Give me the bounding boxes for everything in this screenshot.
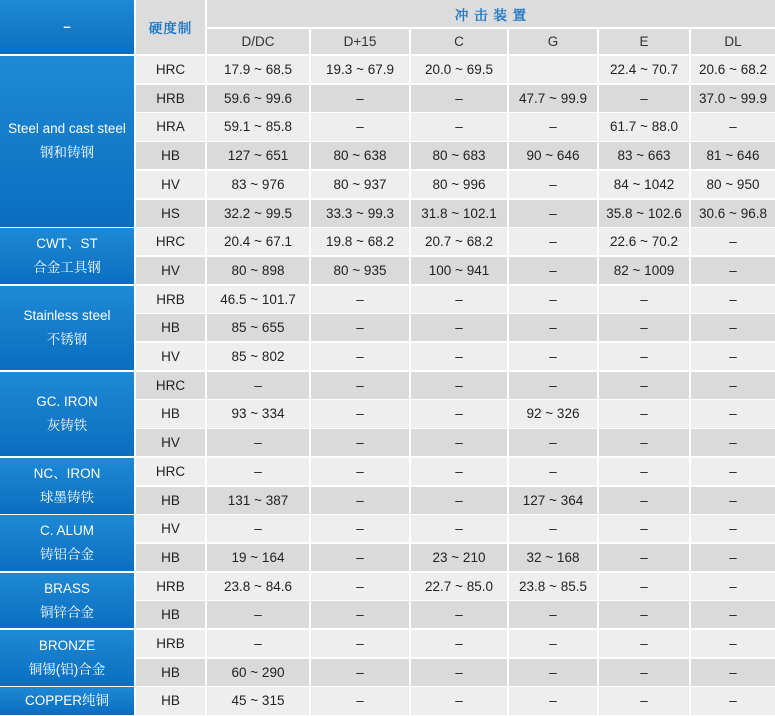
range-cell: 32.2 ~ 99.5 — [207, 200, 309, 227]
hardness-scale-header — [136, 0, 205, 54]
range-cell: – — [691, 601, 775, 628]
range-cell: 19.8 ~ 68.2 — [311, 228, 409, 255]
range-cell: – — [411, 687, 507, 714]
range-cell: 92 ~ 326 — [509, 400, 597, 427]
range-cell: – — [691, 458, 775, 485]
range-cell — [509, 56, 597, 83]
range-cell: – — [691, 544, 775, 571]
range-cell: – — [311, 573, 409, 600]
range-cell: – — [599, 515, 689, 542]
range-cell: 20.4 ~ 67.1 — [207, 228, 309, 255]
range-cell: – — [311, 544, 409, 571]
range-cell: – — [311, 372, 409, 399]
material-name-zh: 铸铝合金 — [40, 547, 94, 563]
range-cell: 127 ~ 364 — [509, 487, 597, 514]
range-cell: – — [691, 113, 775, 140]
range-cell: – — [691, 372, 775, 399]
range-cell: 100 ~ 941 — [411, 257, 507, 284]
device-column-header: DL — [691, 29, 775, 54]
range-cell: – — [691, 400, 775, 427]
impact-device-header — [207, 0, 775, 27]
hardness-scale-cell: HV — [136, 257, 205, 284]
range-cell: 80 ~ 683 — [411, 142, 507, 169]
range-cell: 84 ~ 1042 — [599, 171, 689, 198]
range-cell: – — [599, 286, 689, 313]
material-group-label — [0, 228, 134, 284]
range-cell: 45 ~ 315 — [207, 687, 309, 714]
range-cell: 23.8 ~ 85.5 — [509, 573, 597, 600]
range-cell: 61.7 ~ 88.0 — [599, 113, 689, 140]
range-cell: – — [509, 343, 597, 370]
range-cell: – — [411, 286, 507, 313]
range-cell: 85 ~ 802 — [207, 343, 309, 370]
hardness-scale-cell: HB — [136, 687, 205, 714]
range-cell: 23.8 ~ 84.6 — [207, 573, 309, 600]
range-cell: 19.3 ~ 67.9 — [311, 56, 409, 83]
range-cell: 20.7 ~ 68.2 — [411, 228, 507, 255]
material-name-en: NC、IRON — [33, 465, 101, 481]
range-cell: – — [509, 314, 597, 341]
hardness-scale-cell: HV — [136, 171, 205, 198]
range-cell: – — [411, 314, 507, 341]
range-cell: 22.6 ~ 70.2 — [599, 228, 689, 255]
device-column-header: G — [509, 29, 597, 54]
range-cell: – — [599, 544, 689, 571]
range-cell: 20.0 ~ 69.5 — [411, 56, 507, 83]
range-cell: – — [411, 429, 507, 456]
range-cell: – — [599, 372, 689, 399]
range-cell: – — [411, 400, 507, 427]
range-cell: – — [311, 113, 409, 140]
range-cell: 23 ~ 210 — [411, 544, 507, 571]
material-name-en: COPPER纯铜 — [24, 692, 109, 708]
range-cell: – — [207, 601, 309, 628]
material-name-en: BRONZE — [38, 637, 96, 653]
range-cell: – — [691, 228, 775, 255]
range-cell: – — [509, 601, 597, 628]
range-cell: 30.6 ~ 96.8 — [691, 200, 775, 227]
range-cell: – — [691, 429, 775, 456]
range-cell: – — [599, 343, 689, 370]
range-cell: – — [207, 515, 309, 542]
range-cell: – — [411, 630, 507, 657]
range-cell: 31.8 ~ 102.1 — [411, 200, 507, 227]
range-cell: – — [411, 487, 507, 514]
range-cell: – — [599, 458, 689, 485]
range-cell: 59.6 ~ 99.6 — [207, 85, 309, 112]
material-group-label — [0, 372, 134, 457]
range-cell: – — [691, 286, 775, 313]
range-cell: 33.3 ~ 99.3 — [311, 200, 409, 227]
range-cell: 17.9 ~ 68.5 — [207, 56, 309, 83]
range-cell: – — [411, 515, 507, 542]
hardness-scale-cell: HRC — [136, 372, 205, 399]
range-cell: – — [599, 659, 689, 686]
range-cell: – — [311, 659, 409, 686]
material-name-zh: 钢和铸钢 — [40, 145, 94, 161]
range-cell: – — [509, 659, 597, 686]
range-cell: 32 ~ 168 — [509, 544, 597, 571]
range-cell: – — [311, 458, 409, 485]
hardness-scale-cell: HB — [136, 314, 205, 341]
range-cell: – — [599, 601, 689, 628]
range-cell: – — [509, 429, 597, 456]
hardness-scale-cell: HB — [136, 544, 205, 571]
range-cell: 35.8 ~ 102.6 — [599, 200, 689, 227]
range-cell: 80 ~ 996 — [411, 171, 507, 198]
range-cell: 19 ~ 164 — [207, 544, 309, 571]
range-cell: – — [207, 429, 309, 456]
range-cell: 80 ~ 950 — [691, 171, 775, 198]
material-name-zh: 不锈钢 — [46, 331, 88, 347]
hardness-scale-cell: HB — [136, 400, 205, 427]
material-name-en: C. ALUM — [39, 523, 94, 539]
range-cell: – — [599, 429, 689, 456]
range-cell: – — [411, 601, 507, 628]
range-cell: – — [691, 630, 775, 657]
range-cell: – — [411, 458, 507, 485]
range-cell: – — [599, 687, 689, 714]
material-group-label — [0, 56, 134, 227]
device-column-header: E — [599, 29, 689, 54]
range-cell: – — [509, 257, 597, 284]
material-name-en: Steel and cast steel — [8, 121, 126, 137]
material-name-en: Stainless steel — [23, 307, 111, 323]
hardness-scale-cell: HB — [136, 601, 205, 628]
hardness-scale-cell: HB — [136, 487, 205, 514]
material-group-label — [0, 515, 134, 571]
hardness-scale-cell: HRA — [136, 113, 205, 140]
range-cell: – — [691, 659, 775, 686]
material-name-en: CWT、ST — [36, 236, 98, 252]
hardness-scale-cell: HRB — [136, 286, 205, 313]
range-cell: – — [207, 458, 309, 485]
range-cell: 20.6 ~ 68.2 — [691, 56, 775, 83]
range-cell: 22.4 ~ 70.7 — [599, 56, 689, 83]
range-cell: – — [311, 85, 409, 112]
range-cell: 80 ~ 898 — [207, 257, 309, 284]
material-name-zh: 铜锡(铝)合金 — [28, 661, 106, 677]
hardness-scale-cell: HB — [136, 659, 205, 686]
range-cell: – — [599, 630, 689, 657]
range-cell: – — [691, 257, 775, 284]
range-cell: – — [691, 515, 775, 542]
range-cell: – — [599, 400, 689, 427]
hardness-scale-header-label: 硬度制 — [148, 21, 193, 36]
hardness-scale-cell: HRB — [136, 630, 205, 657]
range-cell: – — [311, 630, 409, 657]
range-cell: 90 ~ 646 — [509, 142, 597, 169]
range-cell: – — [411, 85, 507, 112]
range-cell: 80 ~ 937 — [311, 171, 409, 198]
material-group-label — [0, 687, 134, 714]
material-group-label — [0, 458, 134, 514]
range-cell: – — [311, 343, 409, 370]
hardness-scale-cell: HV — [136, 429, 205, 456]
range-cell: 83 ~ 976 — [207, 171, 309, 198]
material-name-zh: 合金工具钢 — [33, 260, 101, 276]
range-cell: 60 ~ 290 — [207, 659, 309, 686]
range-cell: – — [509, 515, 597, 542]
device-column-header: D+15 — [311, 29, 409, 54]
range-cell: 80 ~ 935 — [311, 257, 409, 284]
material-name-zh: 铜锌合金 — [40, 604, 94, 620]
range-cell: 81 ~ 646 — [691, 142, 775, 169]
range-cell: 47.7 ~ 99.9 — [509, 85, 597, 112]
range-cell: – — [691, 487, 775, 514]
range-cell: – — [311, 515, 409, 542]
range-cell: 46.5 ~ 101.7 — [207, 286, 309, 313]
range-cell: 127 ~ 651 — [207, 142, 309, 169]
hardness-scale-cell: HB — [136, 142, 205, 169]
range-cell: – — [509, 228, 597, 255]
range-cell: – — [509, 458, 597, 485]
range-cell: 82 ~ 1009 — [599, 257, 689, 284]
range-cell: – — [311, 601, 409, 628]
range-cell: 85 ~ 655 — [207, 314, 309, 341]
range-cell: 22.7 ~ 85.0 — [411, 573, 507, 600]
range-cell: – — [311, 400, 409, 427]
range-cell: – — [691, 687, 775, 714]
range-cell: – — [509, 171, 597, 198]
hardness-scale-cell: HRC — [136, 228, 205, 255]
hardness-scale-cell: HV — [136, 515, 205, 542]
impact-device-header-label: 冲 击 装 置 — [454, 7, 528, 23]
range-cell: – — [411, 113, 507, 140]
material-name-zh: 灰铸铁 — [46, 417, 88, 433]
material-group-label — [0, 573, 134, 629]
range-cell: 37.0 ~ 99.9 — [691, 85, 775, 112]
hardness-scale-cell: HS — [136, 200, 205, 227]
range-cell: 83 ~ 663 — [599, 142, 689, 169]
hardness-scale-cell: HRB — [136, 573, 205, 600]
range-cell: – — [509, 687, 597, 714]
device-column-header: D/DC — [207, 29, 309, 54]
range-cell: – — [599, 573, 689, 600]
range-cell: – — [411, 372, 507, 399]
range-cell: – — [509, 113, 597, 140]
material-group-label — [0, 286, 134, 371]
range-cell: – — [311, 286, 409, 313]
hardness-scale-cell: HV — [136, 343, 205, 370]
range-cell: – — [599, 314, 689, 341]
range-cell: – — [509, 630, 597, 657]
device-column-header: C — [411, 29, 507, 54]
range-cell: – — [207, 630, 309, 657]
range-cell: – — [411, 659, 507, 686]
range-cell: – — [691, 314, 775, 341]
range-cell: 59.1 ~ 85.8 — [207, 113, 309, 140]
hardness-scale-cell: HRC — [136, 56, 205, 83]
range-cell: – — [599, 85, 689, 112]
corner-cell — [0, 0, 134, 54]
hardness-scale-cell: HRC — [136, 458, 205, 485]
material-group-label — [0, 630, 134, 686]
material-name-en: GC. IRON — [36, 393, 98, 409]
range-cell: – — [691, 343, 775, 370]
material-name-en: BRASS — [44, 580, 90, 596]
range-cell: – — [311, 429, 409, 456]
range-cell: 80 ~ 638 — [311, 142, 409, 169]
range-cell: – — [207, 372, 309, 399]
range-cell: – — [509, 372, 597, 399]
range-cell: – — [509, 200, 597, 227]
range-cell: – — [311, 687, 409, 714]
corner-label: – — [63, 19, 71, 34]
range-cell: – — [411, 343, 507, 370]
range-cell: 93 ~ 334 — [207, 400, 309, 427]
hardness-scale-cell: HRB — [136, 85, 205, 112]
range-cell: – — [509, 286, 597, 313]
range-cell: – — [311, 487, 409, 514]
material-name-zh: 球墨铸铁 — [40, 489, 94, 505]
range-cell: – — [311, 314, 409, 341]
range-cell: – — [599, 487, 689, 514]
range-cell: – — [691, 573, 775, 600]
range-cell: 131 ~ 387 — [207, 487, 309, 514]
